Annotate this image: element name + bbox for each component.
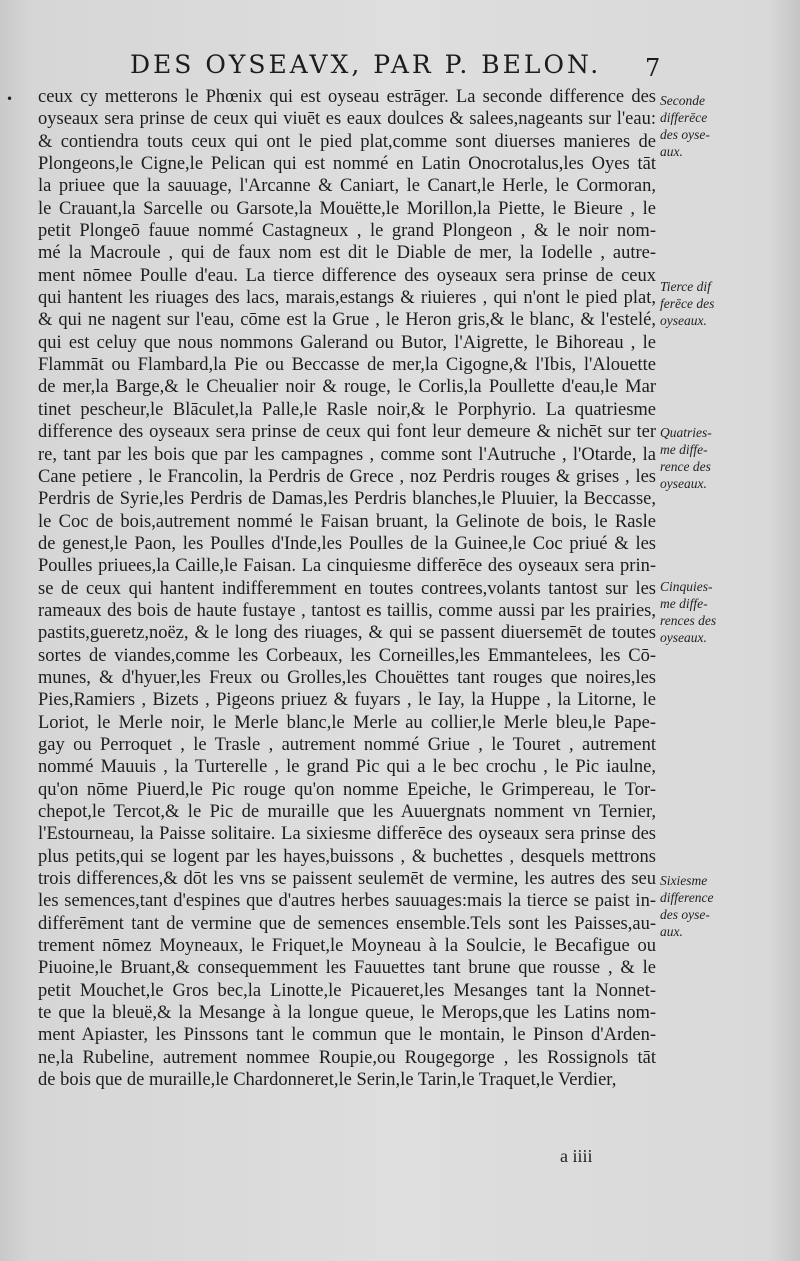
- text-line: la priuee que la sauuage, l'Arcanne & Caniart, le Canart,le Herle, le Cormoran,: [38, 176, 656, 197]
- marginal-note-line: ferēce des: [660, 296, 715, 311]
- text-line: ment nōmee Poulle d'eau. La tierce difference des oyseaux sera prinse de ceux: [38, 265, 656, 286]
- marginal-note-line: Tierce dif: [660, 279, 711, 294]
- marginal-note-line: Cinquies-: [660, 579, 713, 594]
- marginal-note-line: des oyse-: [660, 907, 710, 922]
- text-line: sortes de viandes,comme les Corbeaux, les Corneilles,les Emmantelees, les Cō-: [38, 645, 656, 666]
- text-line: se de ceux qui hantent indifferemment en toutes contrees,volants tantost sur les: [38, 578, 656, 599]
- marginal-note-tierce: [660, 278, 760, 329]
- page-number: 7: [645, 54, 661, 82]
- text-line: le Coc de bois,autrement nommé le Faisan bruant, la Gelinote de bois, le Rasle: [38, 511, 656, 532]
- marginal-note-line: me diffe-: [660, 442, 708, 457]
- text-line: tinet pescheur,le Blāculet,la Palle,le Rasle noir,& le Porphyrio. La quatriesme: [38, 399, 656, 420]
- marginal-note-line: oyseaux.: [660, 630, 707, 645]
- text-line: qui hantent les riuages des lacs, marais,estangs & riuieres , qui n'ont le pied plat,: [38, 288, 656, 309]
- marginal-note-line: oyseaux.: [660, 476, 707, 491]
- text-line: & contiendra touts ceux qui ont le pied plat,comme sont diuerses manieres de: [38, 131, 656, 152]
- text-line: gay ou Perroquet , le Trasle , autrement nommé Griue , le Touret , autrement: [38, 734, 656, 755]
- text-line: Cane petiere , le Francolin, la Perdris de Grece , noz Perdris rouges & grises , les: [38, 466, 656, 487]
- marginal-note-line: aux.: [660, 144, 683, 159]
- marginal-note-seconde: [660, 92, 760, 160]
- text-line: te que la bleuë,& la Mesange à la longue queue, le Merops,que les Latins nom-: [38, 1003, 656, 1024]
- marginal-note-line: Quatries-: [660, 425, 712, 440]
- text-line: oyseaux sera prinse de ceux qui viuēt es eaux doulces & salees,nageants sur l'eau:: [38, 109, 656, 130]
- marginal-note-line: difference: [660, 890, 714, 905]
- text-line: ment Apiaster, les Pinssons tant le commun que le montain, le Pinson d'Arden-: [38, 1025, 656, 1046]
- text-line: ceux cy metterons le Phœnix qui est oyseau estrāger. La seconde difference des: [38, 87, 656, 107]
- marginal-note-line: aux.: [660, 924, 683, 939]
- marginal-note-line: Seconde: [660, 93, 705, 108]
- text-line: Piuoine,le Bruant,& consequemment les Fauuettes tant brune que rousse , & le: [38, 958, 656, 979]
- text-line: petit Mouchet,le Gros bec,la Linotte,le Picaueret,les Mesanges tant la Nonnet-: [38, 980, 656, 1001]
- marginal-note-line: me diffe-: [660, 596, 708, 611]
- text-line: de bois que de muraille,le Chardonneret,le Serin,le Tarin,le Traquet,le Verdier,: [38, 1070, 617, 1091]
- text-line: Pies,Ramiers , Bizets , Pigeons priuez & fuyars , le Iay, la Huppe , la Litorne, le: [38, 690, 656, 711]
- text-line: de mer,la Barge,& le Cheualier noir & rouge, le Corlis,la Poullette d'eau,le Mar: [38, 377, 656, 398]
- text-line: chepot,le Tercot,& le Pic de muraille que les Auuergnats nomment vn Ternier,: [38, 802, 656, 822]
- text-line: ne,la Rubeline, autrement nommee Roupie,ou Rougegorge , les Rossignols tāt: [38, 1047, 656, 1068]
- text-line: qui est celuy que nous nommons Galerand ou Butor, l'Aigrette, le Bihoreau , le: [38, 332, 656, 353]
- text-line: Poulles priuees,la Caille,le Faisan. La cinquiesme differēce des oyseaux sera prin-: [38, 556, 656, 577]
- text-line: trois differences,& dōt les vns se paissent seulemēt de vermine, les autres des seu: [38, 869, 656, 890]
- text-line: petit Plongeō fauue nommé Castagneux , le grand Plongeon , & le noir nom-: [38, 221, 656, 242]
- body-text: [38, 86, 656, 1091]
- text-line: & qui ne nagent sur l'eau, cōme est la Grue , le Heron gris,& le blanc, & l'estelé,: [38, 310, 656, 331]
- text-line: les semences,tant d'espines que d'autres herbes sauuages:mais la tierce se paist in-: [38, 891, 656, 912]
- text-line: Perdris de Syrie,les Perdris de Damas,les Perdris blanches,le Pluuier, la Beccasse,: [38, 489, 656, 510]
- margin-mark: •: [6, 92, 14, 106]
- marginal-note-cinquiesme: [660, 578, 760, 646]
- text-line: munes, & d'hyuer,les Freux ou Grolles,les Chouëttes tant rouges que noires,les: [38, 667, 656, 688]
- text-line: plus petits,qui se logent par les hayes,buissons , & buchettes , desquels mettrons: [38, 846, 656, 867]
- marginal-note-line: oyseaux.: [660, 313, 707, 328]
- text-line: pastits,gueretz,noëz, & le long des riuages, & qui se passent diuersemēt de toutes: [38, 623, 656, 644]
- signature-mark: a iiii: [560, 1146, 593, 1166]
- text-line: nommé Mauuis , la Turterelle , le grand Pic qui a le bec crochu , le Pic iaulne,: [38, 757, 656, 778]
- text-line: de genest,le Paon, les Poulles d'Inde,les Poulles de la Guinee,le Coc priué & les: [38, 533, 656, 554]
- marginal-note-sixiesme: [660, 872, 760, 940]
- marginal-note-line: rence des: [660, 459, 711, 474]
- marginal-note-quatriesme: [660, 424, 760, 492]
- running-title: DES OYSEAVX, PAR P. BELON.: [130, 50, 602, 79]
- text-line: Loriot, le Merle noir, le Merle blanc,le Merle au collier,le Merle bleu,le Pape-: [38, 712, 656, 733]
- text-line: le Crauant,la Sarcelle ou Garsote,la Mouëtte,le Morillon,la Piette, le Bieure , le: [38, 198, 656, 219]
- text-line: difference des oyseaux sera prinse de ceux qui font leur demeure & nichēt sur ter: [38, 422, 656, 443]
- text-line: Plongeons,le Cigne,le Pelican qui est nommé en Latin Onocrotalus,les Oyes tāt: [38, 154, 656, 175]
- marginal-note-line: rences des: [660, 613, 717, 628]
- text-line: rameaux des bois de haute fustaye , tantost es taillis, comme aussi par les prairies,: [38, 600, 656, 621]
- marginal-note-line: Sixiesme: [660, 873, 708, 888]
- text-line: Flammāt ou Flambard,la Pie ou Beccasse de mer,la Cigogne,& l'Ibis, l'Alouette: [38, 355, 656, 376]
- marginal-note-line: des oyse-: [660, 127, 710, 142]
- text-line: qu'on nōme Piuerd,le Pic rouge qu'on nomme Epeiche, le Grimpereau, le Tor-: [38, 779, 656, 800]
- text-line: differēment tant de vermine que de semences ensemble.Tels sont les Paisses,au-: [38, 913, 656, 934]
- text-line: trement nōmez Moyneaux, le Friquet,le Moyneau à la Soulcie, le Becafigue ou: [38, 936, 656, 957]
- text-line: mé la Macroule , qui de faux nom est dit le Diable de mer, la Iodelle , autre-: [38, 243, 656, 264]
- marginal-note-line: differēce: [660, 110, 708, 125]
- text-line: re, tant par les bois que par les campagnes , comme sont l'Autruche , l'Otarde, la: [38, 444, 656, 465]
- text-line: l'Estourneau, la Paisse solitaire. La sixiesme differēce des oyseaux sera prinse des: [38, 824, 656, 845]
